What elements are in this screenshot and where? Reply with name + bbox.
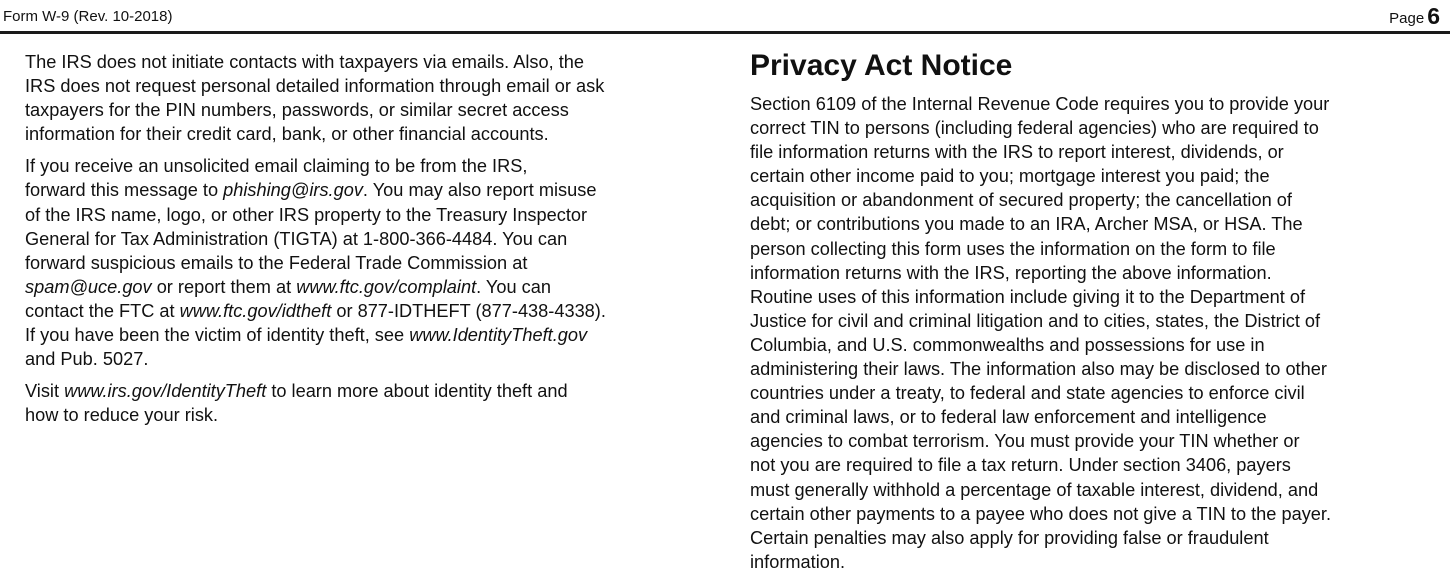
text-line: person collecting this form uses the information on the form to file	[750, 238, 1276, 259]
text-line: Certain penalties may also apply for providing false or fraudulent	[750, 527, 1269, 548]
left-column	[3, 50, 715, 435]
text-line: acquisition or abandonment of secured property; the cancellation of	[750, 190, 1292, 211]
text-line: file information returns with the IRS to report interest, dividends, or	[750, 142, 1284, 163]
irs-identitytheft-url: www.irs.gov/IdentityTheft	[64, 381, 267, 402]
text-line: must generally withhold a percentage of taxable interest, dividend, and	[750, 479, 1319, 500]
paragraph-report-phishing	[3, 154, 715, 371]
text-line: of the IRS name, logo, or other IRS property to the Treasury Inspector	[25, 204, 588, 225]
text-line: information for their credit card, bank, or other financial accounts.	[25, 124, 549, 145]
page-number-value: 6	[1427, 3, 1440, 29]
text-line: information returns with the IRS, reporting the above information.	[750, 262, 1272, 283]
page-header	[0, 0, 1450, 34]
text-fragment: to learn more about identity theft and	[266, 381, 568, 402]
paragraph-irs-contact	[3, 50, 715, 146]
page-number	[1389, 3, 1440, 32]
text-line: Section 6109 of the Internal Revenue Code requires you to provide your	[750, 94, 1330, 114]
text-fragment: . You can	[476, 276, 551, 297]
text-line: certain other payments to a payee who does not give a TIN to the payer.	[750, 503, 1332, 524]
text-line: Justice for civil and criminal litigation and to cities, states, the District of	[750, 310, 1321, 331]
paragraph-privacy-act	[750, 92, 1450, 574]
text-fragment: forward this message to	[25, 180, 224, 201]
section-heading-privacy-act: Privacy Act Notice	[750, 49, 1013, 82]
text-line	[3, 275, 715, 299]
text-line: how to reduce your risk.	[25, 405, 219, 426]
text-line: Columbia, and U.S. commonwealths and possessions for use in	[750, 334, 1265, 355]
text-line: If you receive an unsolicited email claiming to be from the IRS,	[25, 156, 528, 177]
identitytheft-gov-url: www.IdentityTheft.gov	[409, 325, 588, 346]
text-line	[3, 178, 715, 202]
ftc-idtheft-url: www.ftc.gov/idtheft	[179, 300, 332, 321]
text-line: certain other income paid to you; mortgage interest you paid; the	[750, 166, 1270, 187]
ftc-complaint-url: www.ftc.gov/complaint	[296, 276, 477, 297]
text-fragment: . You may also report misuse	[362, 180, 597, 201]
text-line	[3, 379, 715, 403]
text-line: agencies to combat terrorism. You must provide your TIN whether or	[750, 431, 1300, 452]
text-line: taxpayers for the PIN numbers, passwords, or similar secret access	[25, 100, 569, 121]
text-line: administering their laws. The information also may be disclosed to other	[750, 359, 1327, 380]
page-label: Page	[1389, 10, 1425, 27]
text-line	[3, 299, 715, 323]
phishing-email: phishing@irs.gov	[223, 180, 363, 201]
text-fragment: or report them at	[151, 276, 297, 297]
text-line: forward suspicious emails to the Federal Trade Commission at	[25, 252, 528, 273]
text-line: and Pub. 5027.	[25, 349, 149, 370]
text-line: correct TIN to persons (including federal agencies) who are required to	[750, 118, 1319, 139]
text-line: General for Tax Administration (TIGTA) at 1-800-366-4484. You can	[25, 228, 568, 249]
form-identifier: Form W-9 (Rev. 10-2018)	[3, 8, 173, 25]
text-fragment: Visit	[25, 381, 65, 402]
text-fragment: or 877-IDTHEFT (877-438-4338).	[331, 300, 606, 321]
paragraph-visit-irs	[3, 379, 715, 427]
text-line: countries under a treaty, to federal and state agencies to enforce civil	[750, 383, 1305, 404]
text-line	[3, 323, 715, 347]
right-column	[750, 46, 1450, 574]
text-fragment: contact the FTC at	[25, 300, 180, 321]
text-line: not you are required to file a tax return. Under section 3406, payers	[750, 455, 1291, 476]
text-line: IRS does not request personal detailed information through email or ask	[25, 76, 605, 97]
spam-email: spam@uce.gov	[25, 276, 152, 297]
text-line: information.	[750, 551, 846, 572]
text-line: The IRS does not initiate contacts with taxpayers via emails. Also, the	[25, 52, 585, 72]
text-fragment: If you have been the victim of identity theft, see	[25, 325, 410, 346]
text-line: Routine uses of this information include giving it to the Department of	[750, 286, 1306, 307]
text-line: debt; or contributions you made to an IRA, Archer MSA, or HSA. The	[750, 214, 1303, 235]
text-line: and criminal laws, or to federal law enforcement and intelligence	[750, 407, 1267, 428]
